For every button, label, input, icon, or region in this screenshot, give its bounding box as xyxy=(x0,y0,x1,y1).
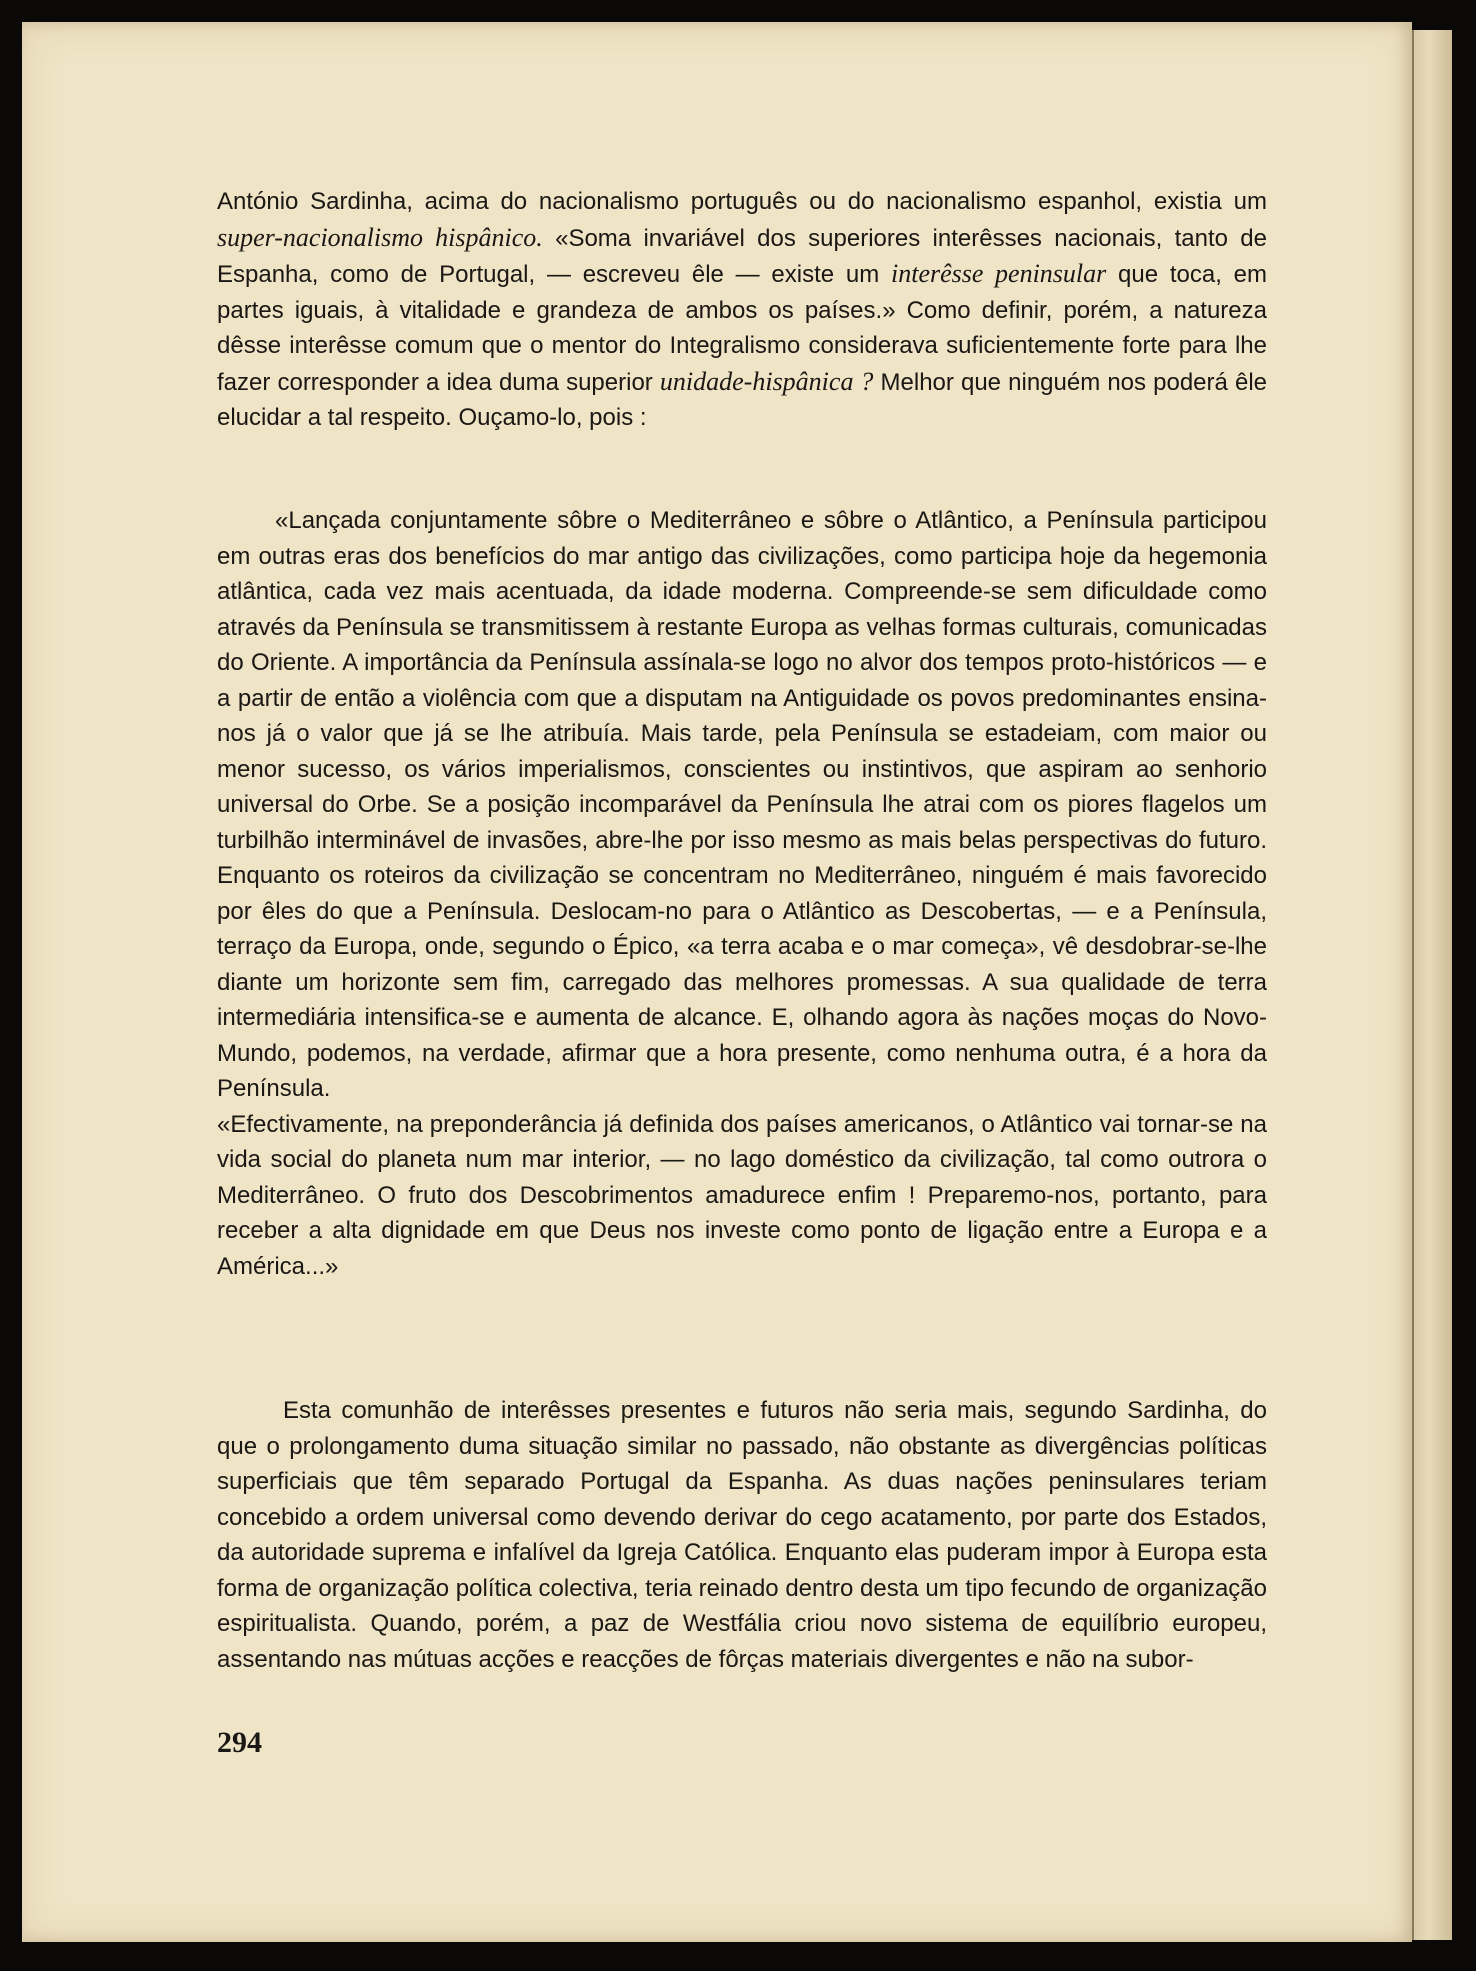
intro-text-part-3: que toca, em partes iguais, à vitalidade e grandeza de ambos os países.» Como definir, porém, a natureza dêsse interêsse comum que o mentor do Integralismo considerava suficientemente forte para lhe fazer corresponder a idea duma superior xyxy=(217,261,1267,396)
quotation-block xyxy=(217,503,1267,1284)
quotation-paragraph-2: «Efectivamente, na preponderância já definida dos países americanos, o Atlântico vai tornar-se na vida social do planeta num mar interior, — no lago doméstico da civilização, tal como outrora o Mediterrâneo. O fruto dos Descobrimentos amadurece enfim ! Preparemo-nos, portanto, para receber a alta dignidade em que Deus nos investe como ponto de ligação entre a Europa e a América...» xyxy=(217,1110,1267,1280)
intro-text-part-1: António Sardinha, acima do nacionalismo português ou do nacionalismo espanhol, existia um xyxy=(217,188,1267,215)
quotation-paragraph-1: «Lançada conjuntamente sôbre o Mediterrâneo e sôbre o Atlântico, a Península participou em outras eras dos benefícios do mar antigo das civilizações, como participa hoje da hegemonia atlântica, cada vez mais acentuada, da idade moderna. Compreende-se sem dificuldade como através da Península se transmitissem à restante Europa as velhas formas culturais, comunicadas do Oriente. A importância da Península assínala-se logo no alvor dos tempos proto-históricos — e a partir de então a violência com que a disputam na Antiguidade os povos predominantes ensina-nos já o valor que já se lhe atribuía. Mais tarde, pela Península se estadeiam, com maior ou menor sucesso, os vários imperialismos, conscientes ou instintivos, que aspiram ao senhorio universal do Orbe. Se a posição incomparável da Península lhe atrai com os piores flagelos um turbilhão interminável de invasões, abre-lhe por isso mesmo as mais belas perspectivas do futuro. Enquanto os roteiros da civilização se concentram no Mediterrâneo, ninguém é mais favorecido por êles do que a Península. Deslocam-no para o Atlântico as Descobertas, — e a Península, terraço da Europa, onde, segundo o Épico, «a terra acaba e o mar começa», vê desdobrar-se-lhe diante um horizonte sem fim, carregado das melhores promessas. A sua qualidade de terra intermediária intensifica-se e aumenta de alcance. E, olhando agora às nações moças do Novo-Mundo, podemos, na verdade, afirmar que a hora presente, como nenhuma outra, é a hora da Península. xyxy=(217,507,1267,1102)
intro-text xyxy=(217,184,1267,436)
intro-text-part-2: «Soma invariável dos superiores interêsses nacionais, tanto de Espanha, como de Portugal, — escreveu êle — existe um xyxy=(217,224,1268,288)
closing-paragraph xyxy=(217,1393,1267,1677)
adjacent-page-edge xyxy=(1412,30,1452,1940)
closing-text: Esta comunhão de interêsses presentes e futuros não seria mais, segundo Sardinha, do que o prolongamento duma situação similar no passado, não obstante as divergências políticas superficiais que têm separado Portugal da Espanha. As duas nações peninsulares teriam concebido a ordem universal como devendo derivar do cego acatamento, por parte dos Estados, da autoridade suprema e infalível da Igreja Católica. Enquanto elas puderam impor à Europa esta forma de organização política colectiva, teria reinado dentro desta um tipo fecundo de organização espiritualista. Quando, porém, a paz de Westfália criou novo sistema de equilíbrio europeu, assentando nas mútuas acções e reacções de fôrças materiais divergentes e não na subor- xyxy=(217,1397,1267,1673)
page-number: 294 xyxy=(217,1726,262,1759)
intro-italic-super-nacionalismo: super-nacionalismo hispânico. xyxy=(217,222,543,252)
intro-italic-unidade-hispanica: unidade-hispânica ? xyxy=(659,366,874,396)
intro-paragraph xyxy=(217,184,1267,436)
intro-text-part-4: Melhor que ninguém nos poderá êle elucidar a tal respeito. Ouçamo-lo, pois : xyxy=(217,368,1268,431)
intro-italic-interesse-peninsular: interêsse peninsular xyxy=(891,259,1107,288)
